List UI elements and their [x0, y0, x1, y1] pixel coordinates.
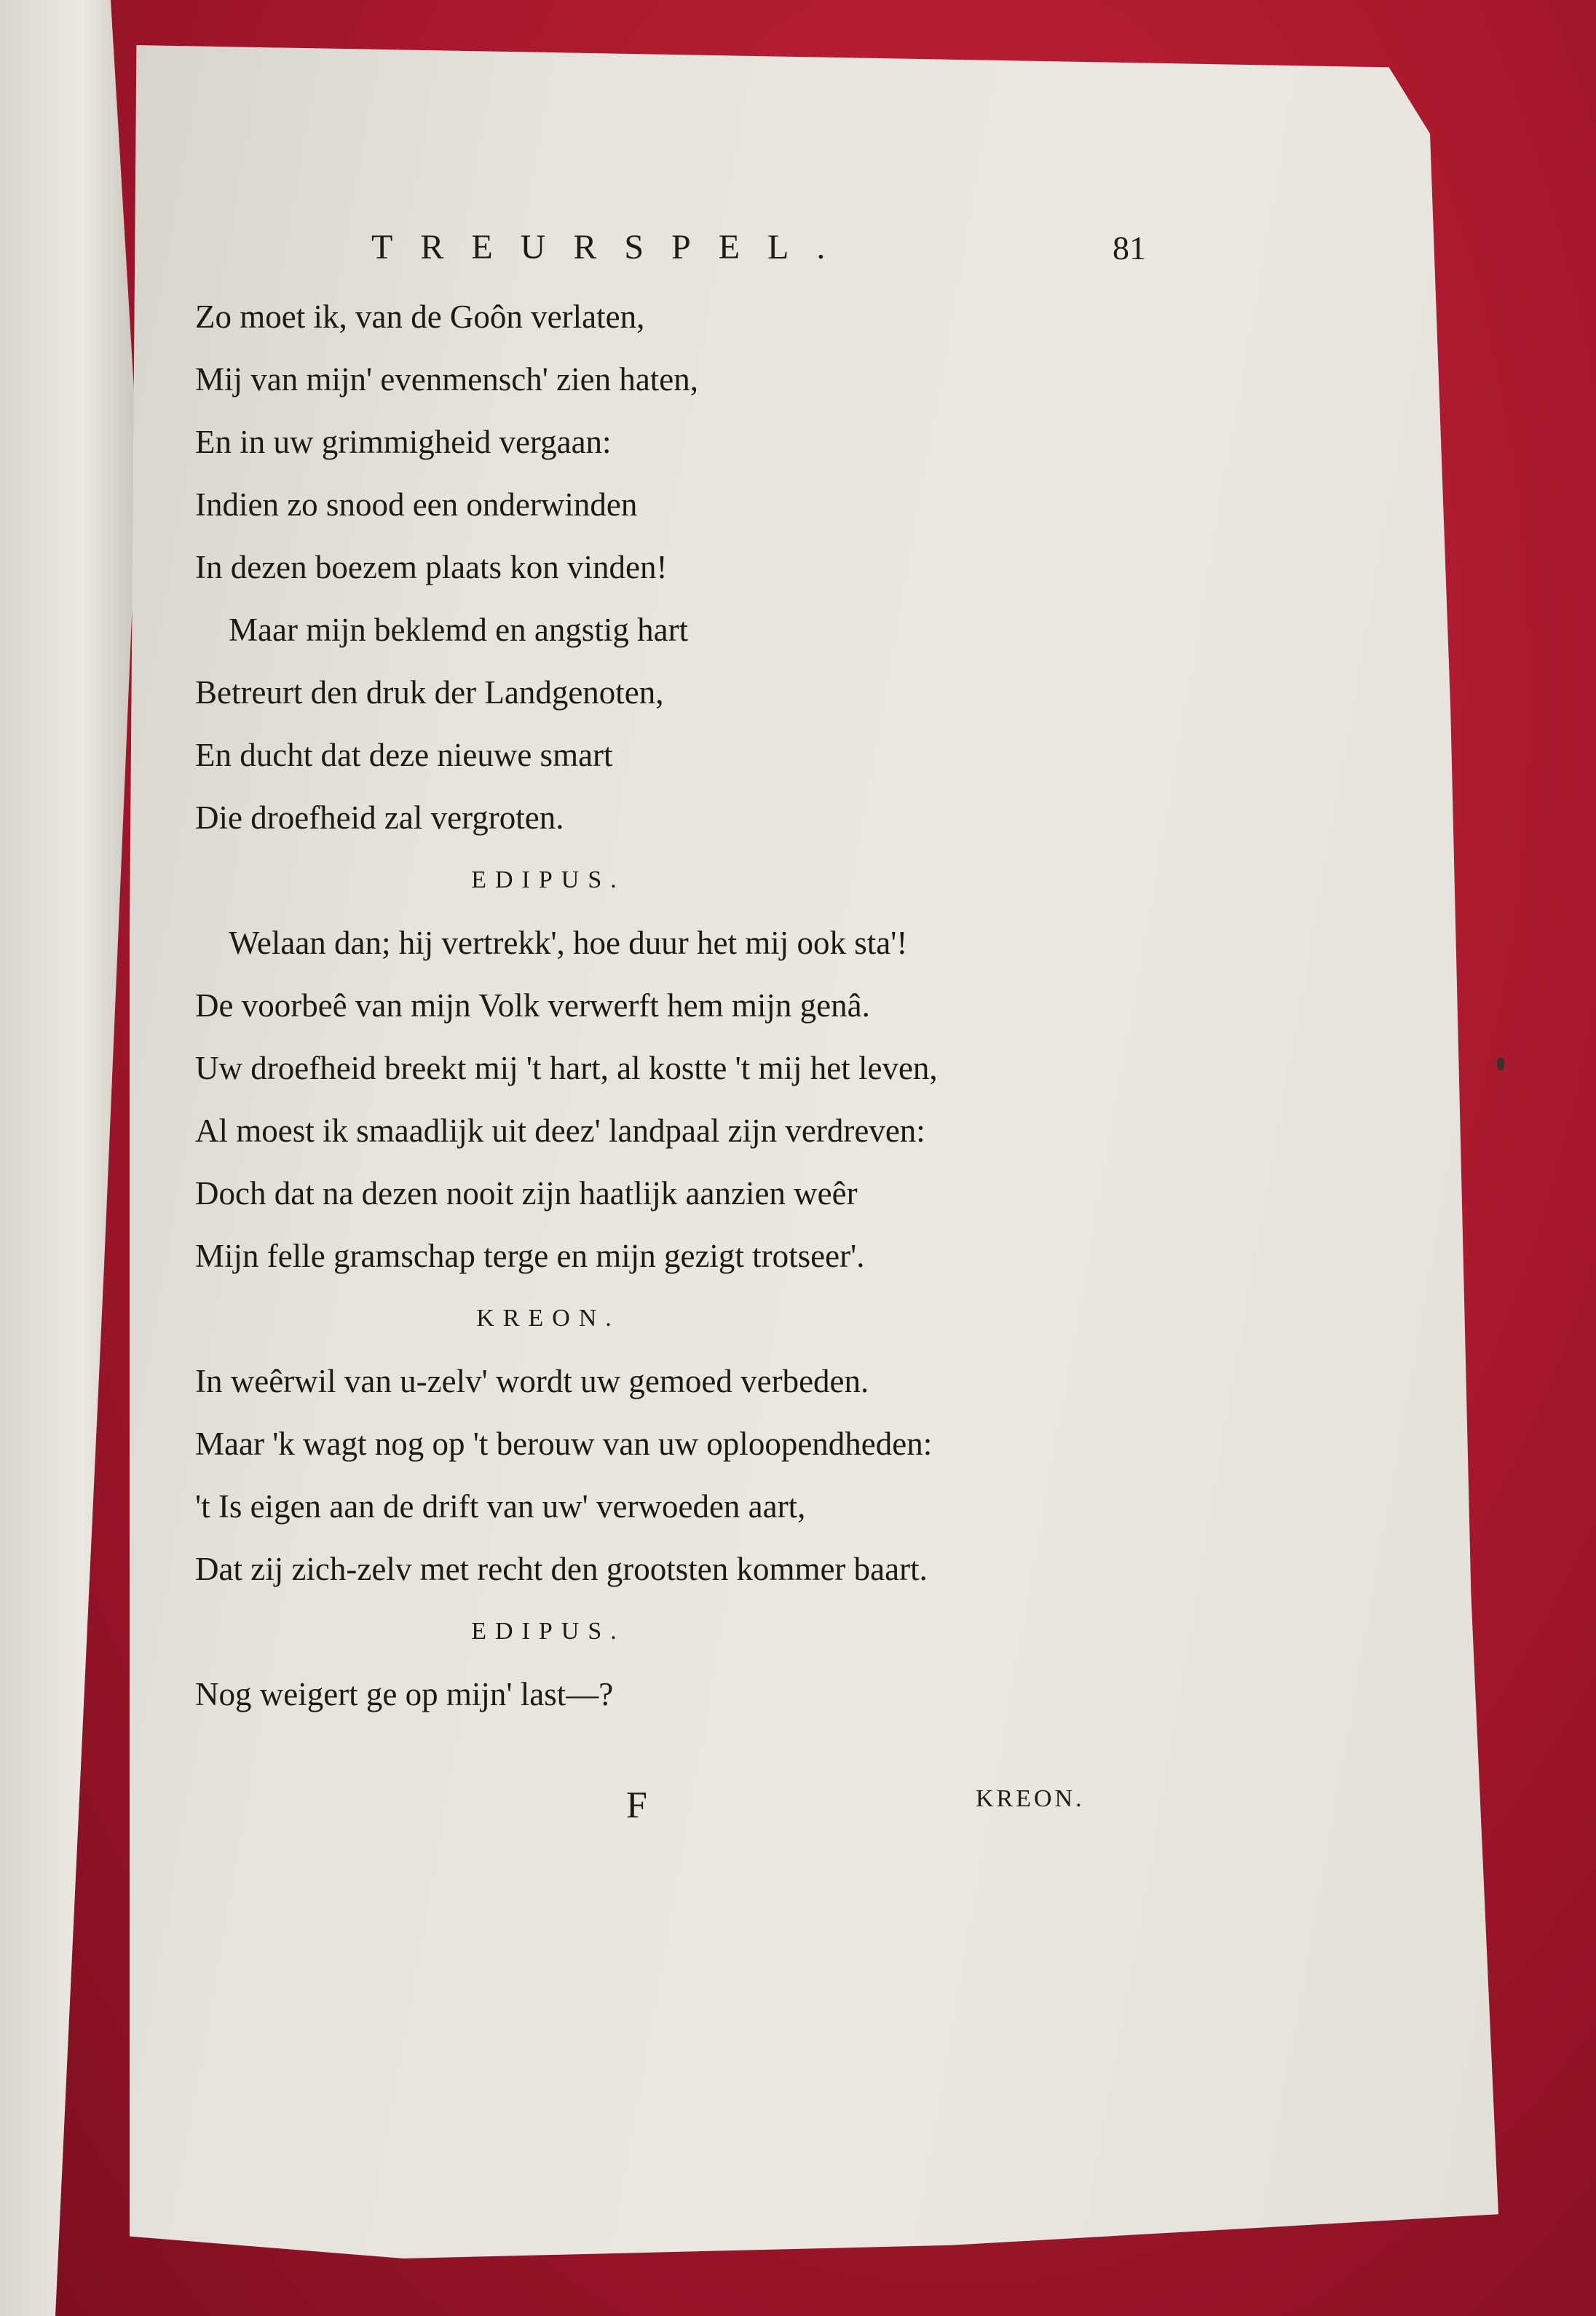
verse-line: In dezen boezem plaats kon vinden!: [195, 549, 668, 585]
ink-speck: [1497, 1057, 1504, 1070]
signature-mark: F: [626, 1785, 647, 1826]
speaker-name: KREON.: [476, 1305, 620, 1332]
verse-line: In weêrwil van u-zelv' wordt uw gemoed verbeden.: [195, 1363, 869, 1399]
verse-line: Dat zij zich-zelv met recht den grootsten kommer baart.: [195, 1551, 928, 1587]
page-number: 81: [1113, 229, 1146, 266]
verse-text-block: [195, 285, 1142, 1726]
verse-line: Al moest ik smaadlijk uit deez' landpaal zijn verdreven:: [195, 1112, 925, 1149]
speaker-name: EDIPUS.: [471, 866, 625, 893]
verse-line: Mij van mijn' evenmensch' zien haten,: [195, 361, 699, 398]
verse-line: Maar 'k wagt nog op 't berouw van uw oploopendheden:: [195, 1426, 933, 1462]
verse-line: Betreurt den druk der Landgenoten,: [195, 674, 664, 711]
verse-line: Welaan dan; hij vertrekk', hoe duur het mij ook sta'!: [229, 925, 908, 961]
catchword: KREON.: [976, 1785, 1085, 1812]
verse-line: Die droefheid zal vergroten.: [195, 799, 564, 836]
verse-line: Indien zo snood een onderwinden: [195, 486, 638, 523]
verse-line: En ducht dat deze nieuwe smart: [195, 737, 613, 773]
running-head: TREURSPEL.: [371, 228, 853, 266]
speaker-name: EDIPUS.: [471, 1618, 625, 1645]
verse-line: 't Is eigen aan de drift van uw' verwoeden aart,: [195, 1488, 806, 1525]
verse-line: Uw droefheid breekt mij 't hart, al kostte 't mij het leven,: [195, 1050, 938, 1086]
verse-line: Zo moet ik, van de Goôn verlaten,: [195, 299, 645, 335]
verse-line: Mijn felle gramschap terge en mijn gezigt trotseer'.: [195, 1238, 865, 1274]
verse-line: Nog weigert ge op mijn' last—?: [195, 1676, 614, 1712]
verse-line: Doch dat na dezen nooit zijn haatlijk aanzien weêr: [195, 1175, 858, 1212]
verse-line: Maar mijn beklemd en angstig hart: [229, 612, 689, 648]
verse-line: En in uw grimmigheid vergaan:: [195, 424, 612, 460]
facing-page-edge: [0, 0, 138, 2316]
verse-line: De voorbeê van mijn Volk verwerft hem mijn genâ.: [195, 987, 870, 1024]
